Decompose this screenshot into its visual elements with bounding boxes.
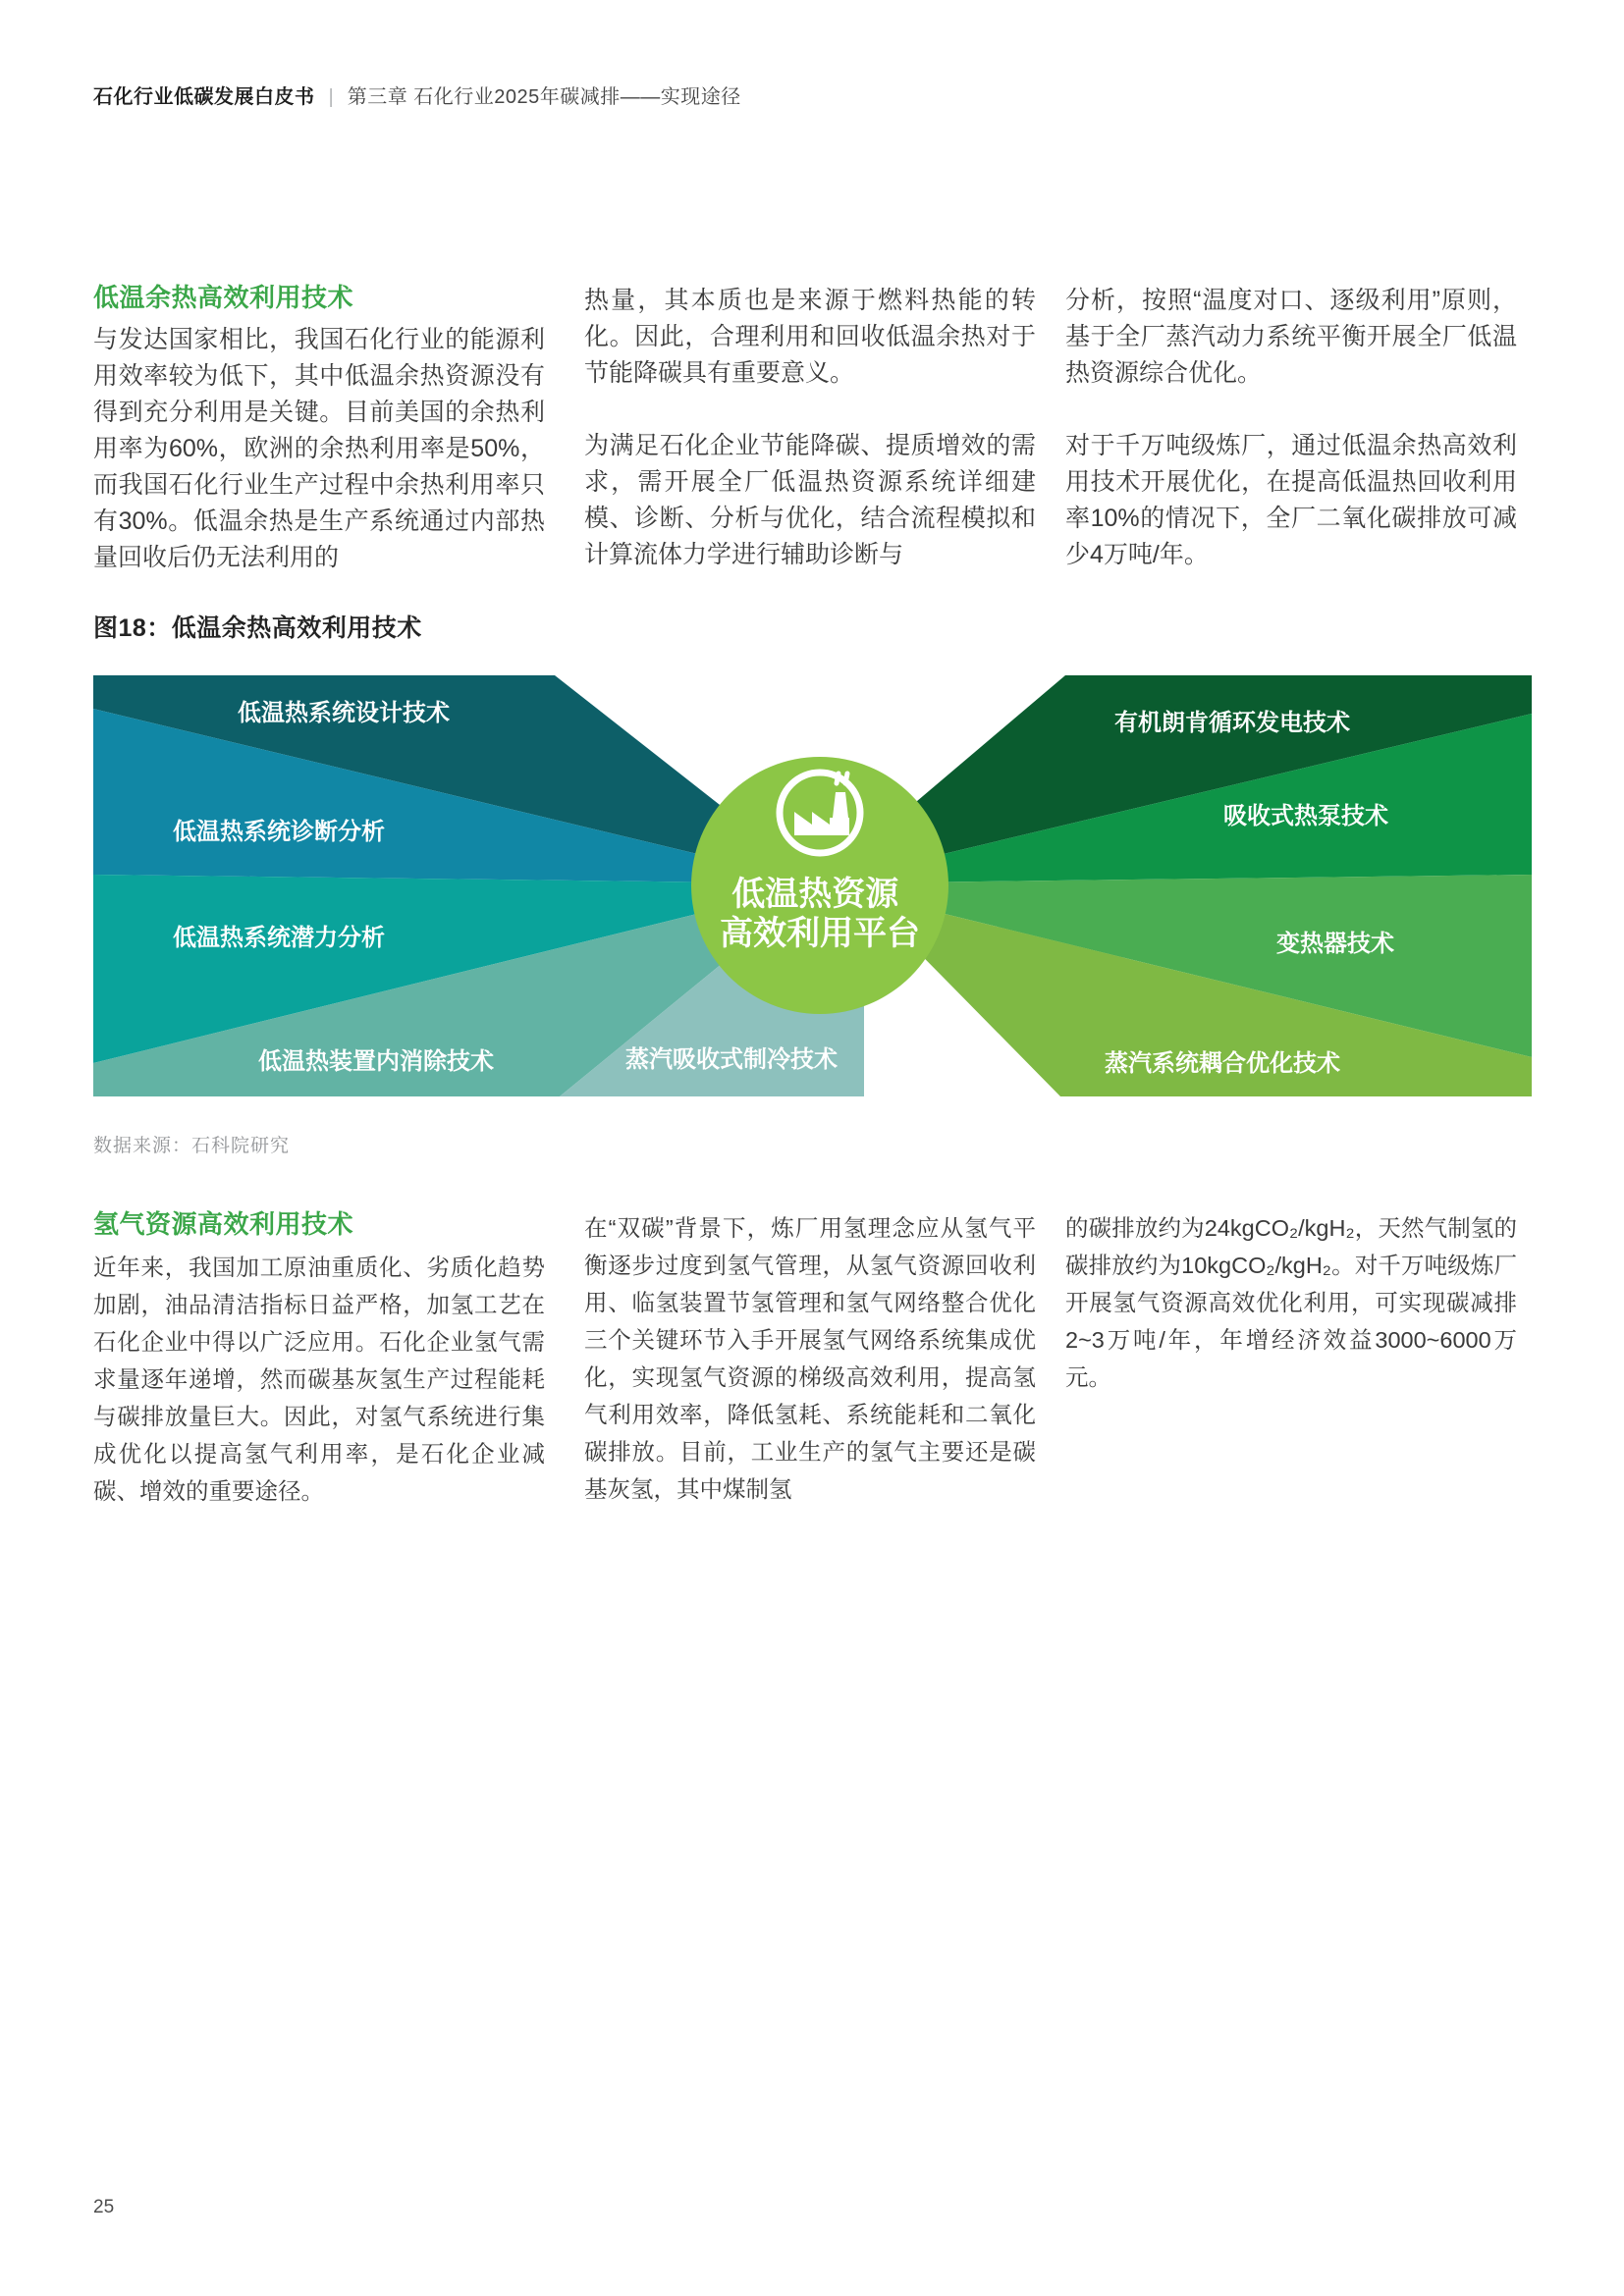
section2-title: 氢气资源高效利用技术 (93, 1209, 354, 1239)
hub-circle (691, 757, 948, 1014)
body-paragraph: 分析，按照“温度对口、逐级利用”原则，基于全厂蒸汽动力系统平衡开展全厂低温热资源综合优化。 (1065, 287, 1517, 387)
section1-column-2 (584, 283, 1036, 573)
section1-column-1 (93, 283, 545, 576)
figure-diagram (93, 672, 1532, 1096)
body-paragraph: 的碳排放约为24kgCO₂/kgH₂，天然气制氢的碳排放约为10kgCO₂/kgH₂。对千万吨级炼厂开展氢气资源高效优化利用，可实现碳减排2~3万吨/年，年增经济效益3000~6000万元。 (1065, 1215, 1517, 1390)
wedge-label: 蒸汽系统耦合优化技术 (1105, 1050, 1340, 1077)
wedge-label: 蒸汽吸收式制冷技术 (625, 1046, 838, 1073)
body-paragraph: 为满足石化企业节能降碳、提质增效的需求，需开展全厂低温热资源系统详细建模、诊断、分析与优化，结合流程模拟和计算流体力学进行辅助诊断与 (584, 432, 1036, 568)
body-paragraph: 与发达国家相比，我国石化行业的能源利用效率较为低下，其中低温余热资源没有得到充分利用是关键。目前美国的余热利用率为60%，欧洲的余热利用率是50%，而我国石化行业生产过程中余热利用率只有30%。低温余热是生产系统通过内部热量回收后仍无法利用的 (93, 326, 545, 571)
wedge-label: 吸收式热泵技术 (1223, 803, 1388, 829)
section1-column-3 (1065, 283, 1517, 573)
wedge-label: 变热器技术 (1276, 931, 1394, 957)
page-header (93, 84, 1532, 110)
wedge-label: 低温热装置内消除技术 (258, 1048, 494, 1075)
wedge-label: 有机朗肯循环发电技术 (1114, 710, 1350, 736)
page-number: 25 (93, 2197, 115, 2217)
section2-column-3 (1065, 1209, 1517, 1396)
section2-column-2 (584, 1209, 1036, 1508)
figure-caption: 图18：低温余热高效利用技术 (93, 614, 422, 642)
body-paragraph: 在“双碳”背景下，炼厂用氢理念应从氢气平衡逐步过度到氢气管理，从氢气资源回收利用、临氢装置节氢管理和氢气网络整合优化三个关键环节入手开展氢气网络系统集成优化，实现氢气资源的梯级高效利用，提高氢气利用效率，降低氢耗、系统能耗和二氧化碳排放。目前，工业生产的氢气主要还是碳基灰氢，其中煤制氢 (584, 1215, 1036, 1502)
section1-title: 低温余热高效利用技术 (93, 283, 354, 312)
wedge-label: 低温热系统设计技术 (238, 700, 450, 726)
chapter-title: 第三章 石化行业2025年碳减排——实现途径 (347, 86, 741, 108)
document-title: 石化行业低碳发展白皮书 (93, 86, 315, 108)
body-paragraph: 热量，其本质也是来源于燃料热能的转化。因此，合理利用和回收低温余热对于节能降碳具有重要意义。 (584, 287, 1036, 387)
body-paragraph: 近年来，我国加工原油重质化、劣质化趋势加剧，油品清洁指标日益严格，加氢工艺在石化企业中得以广泛应用。石化企业氢气需求量逐年递增，然而碳基灰氢生产过程能耗与碳排放量巨大。因此，对氢气系统进行集成优化以提高氢气利用率，是石化企业减碳、增效的重要途径。 (93, 1255, 545, 1504)
wedge-label: 低温热系统诊断分析 (173, 819, 385, 845)
header-separator: | (328, 86, 334, 108)
section2-column-1 (93, 1209, 545, 1510)
hub-title: 低温热资源 高效利用平台 (720, 876, 920, 952)
wedge-label: 低温热系统潜力分析 (173, 925, 385, 951)
figure-data-source: 数据来源：石科院研究 (93, 1136, 291, 1156)
body-paragraph: 对于千万吨级炼厂，通过低温余热高效利用技术开展优化，在提高低温热回收利用率10%的情况下，全厂二氧化碳排放可减少4万吨/年。 (1065, 432, 1517, 568)
